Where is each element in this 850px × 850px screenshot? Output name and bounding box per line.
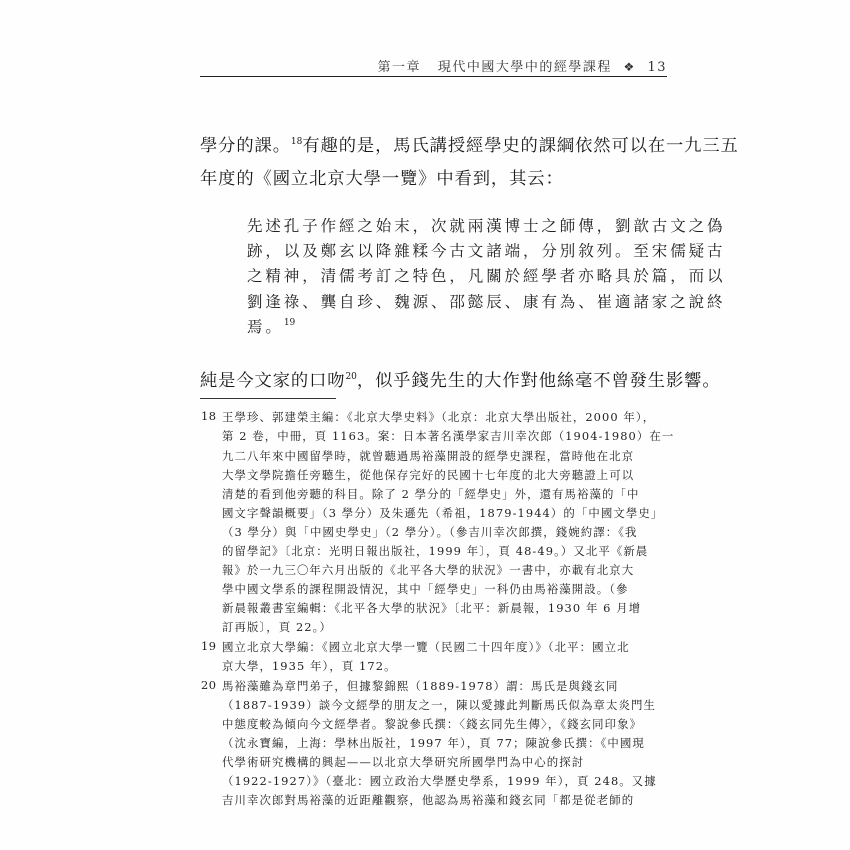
footnote-ref-18[interactable]: 18 (290, 137, 303, 147)
footnote-line: （1887-1939）談今文經學的朋友之一，陳以愛據此判斷馬氏似為章太炎門生 (222, 698, 656, 712)
footnote-line: 大學文學院擔任旁聽生，從他保存完好的民國十七年度的北大旁聽證上可以 (222, 468, 635, 482)
footnote-line: 訂再版〕，頁 22。） (222, 620, 332, 634)
block-quote-line (247, 315, 667, 337)
footnote-line: 國文字聲韻概要」（3 學分）及朱遜先（希祖，1879-1944）的「中國文學史」 (222, 506, 664, 520)
footnote-line: 京大學，1935 年），頁 172。 (222, 659, 397, 673)
block-quote-line: 跡，以及鄭玄以降雜糅今古文諸端，分別敘列。至宋儒疑古 (247, 242, 726, 260)
footnote-number-18: 18 (201, 409, 217, 423)
body-paragraph-line: 年度的《國立北京大學一覽》中看到，其云： (200, 169, 564, 189)
footnote-ref-19[interactable]: 19 (283, 318, 296, 328)
body-paragraph-line (200, 131, 739, 156)
block-quote-line: 之精神，清儒考訂之特色，凡關於經學者亦略具於篇，而以 (247, 267, 726, 285)
ornament-icon: ❖ (623, 60, 636, 74)
footnote-line: 學中國文學系的課程開設情況，其中「經學史」一科仍由馬裕藻開設。（參 (222, 582, 629, 596)
footnote-line: 吉川幸次郎對馬裕藻的近距離觀察，他認為馬裕藻和錢玄同「都是從老師的 (222, 793, 635, 807)
body-text: ，似乎錢先生的大作對他絲毫不曾發生影響。 (356, 371, 721, 391)
footnote-line: 九二八年來中國留學時，就曾聽過馬裕藻開設的經學史課程，當時他在北京 (222, 449, 635, 463)
footnote-number-19: 19 (201, 639, 217, 653)
block-quote-line: 先述孔子作經之始末，次就兩漢博士之師傳，劉歆古文之偽 (247, 217, 726, 235)
body-text: 有趣的是，馬氏講授經學史的課綱依然可以在一九三五 (302, 136, 739, 156)
chapter-label: 第一章 (377, 60, 421, 75)
running-head (200, 56, 667, 74)
footnote-rule (200, 398, 336, 399)
footnote-line: 的留學記》〔北京：光明日報出版社，1999 年〕，頁 48-49。）又北平《新晨 (222, 544, 649, 558)
footnote-line: 馬裕藻雖為章門弟子，但據黎錦熙（1889-1978）謂：馬氏是與錢玄同 (222, 679, 619, 693)
footnote-number-20: 20 (201, 678, 217, 692)
footnote-line: （沈永寶編，上海：學林出版社，1997 年），頁 77；陳說參氏撰：《中國現 (222, 736, 645, 750)
body-text: 純是今文家的口吻 (200, 371, 346, 391)
footnote-line: 國立北京大學編：《國立北京大學一覽（民國二十四年度）》（北平：國立北 (222, 640, 630, 654)
footnote-line: （3 學分）與「中國史學史」（2 學分）。（參吉川幸次郎撰，錢婉約譯：《我 (222, 525, 638, 539)
footnote-line: 新晨報叢書室編輯：《北平各大學的狀況》〔北平：新晨報，1930 年 6 月增 (222, 601, 642, 615)
footnote-line: 第 2 卷，中冊，頁 1163。案：日本著名漢學家吉川幸次郎（1904-1980）在一 (222, 429, 675, 443)
footnote-ref-20[interactable]: 20 (345, 372, 357, 382)
body-text: 學分的課。 (200, 136, 291, 156)
footnote-line: 代學術研究機構的興起——以北京大學研究所國學門為中心的探討 (222, 755, 585, 769)
footnote-line: 清楚的看到他旁聽的科目。除了 2 學分的「經學史」外，還有馬裕藻的「中 (222, 487, 640, 501)
chapter-title: 現代中國大學中的經學課程 (437, 60, 612, 75)
body-text: 焉。 (247, 318, 284, 336)
footnote-line: 中態度較為傾向今文經學者。黎說參氏撰：〈錢玄同先生傳〉，《錢玄同印象》 (222, 717, 643, 731)
block-quote-line: 劉逢祿、龔自珍、魏源、邵懿辰、康有為、崔適諸家之說終 (247, 293, 726, 311)
body-paragraph-line (200, 366, 721, 391)
footnote-line: 報》於一九三〇年六月出版的《北平各大學的狀況》一書中，亦載有北京大 (222, 563, 635, 577)
header-rule (200, 76, 667, 77)
footnote-line: （1922-1927）》（臺北：國立政治大學歷史學系，1999 年），頁 248。又據 (222, 774, 657, 788)
page-number: 13 (647, 60, 667, 75)
footnote-line: 王學珍、郭建榮主編：《北京大學史料》（北京：北京大學出版社，2000 年）， (222, 410, 656, 424)
